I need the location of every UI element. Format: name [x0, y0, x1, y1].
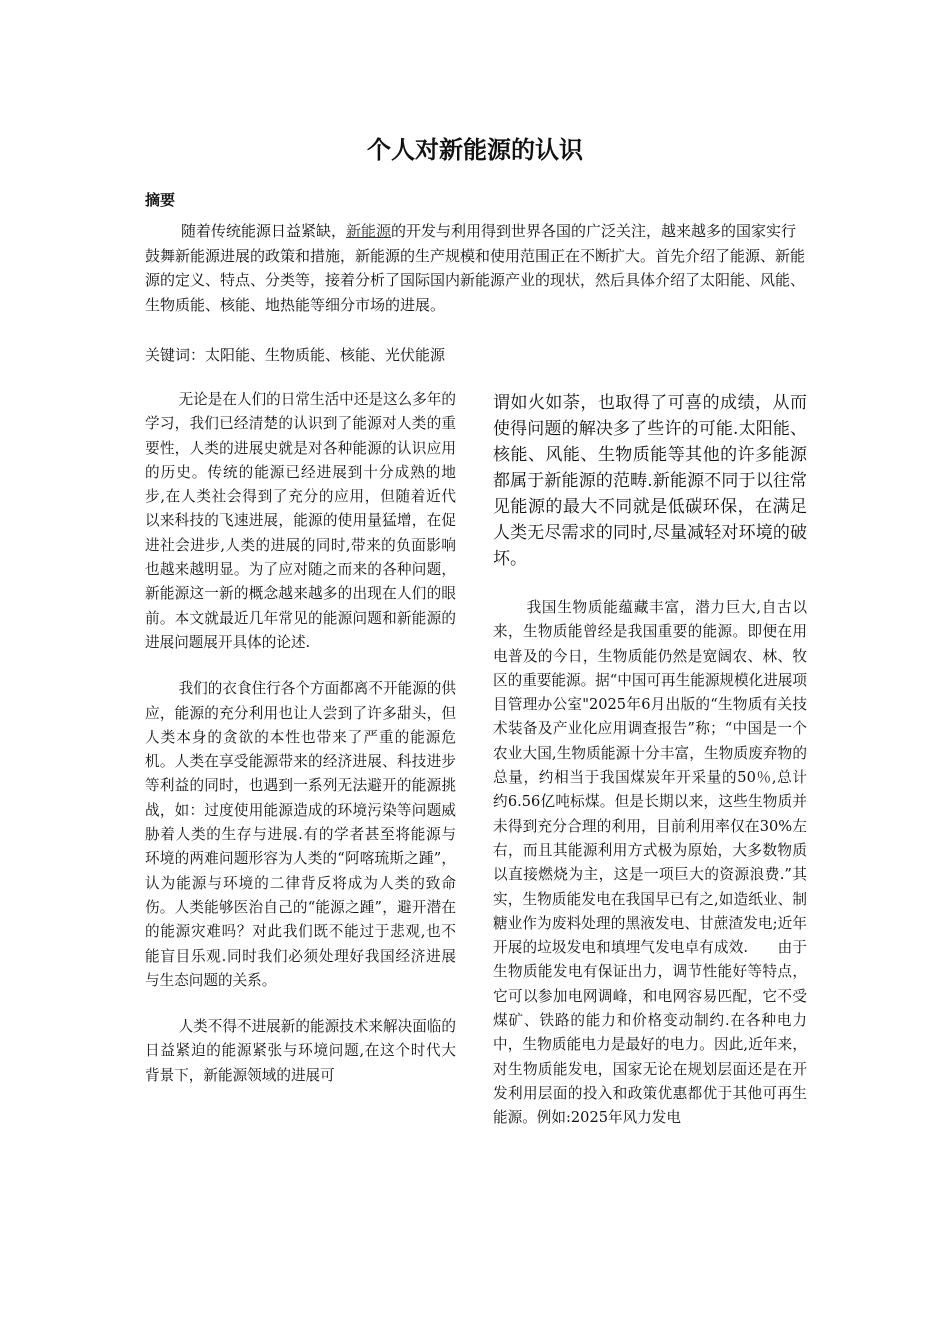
body-paragraph: 谓如火如荼，也取得了可喜的成绩，从而使得问题的解决多了些许的可能.太阳能、核能、风能、生物质能等其他的许多能源都属于新能源的范畴.新能源不同于以往常见能源的最大不同就是低碳环保，在满足人类无尽需求的同时,尽量减轻对环境的破坏。	[493, 393, 807, 569]
left-column	[145, 388, 456, 1110]
abstract-text-start: 随着传统能源日益紧缺，	[181, 222, 347, 240]
keywords-list: 太阳能、生物质能、核能、光伏能源	[205, 346, 446, 364]
body-paragraph: 无论是在人们的日常生活中还是这么多年的学习，我们已经清楚的认识到了能源对人类的重要性，人类的进展史就是对各种能源的认识应用的历史。传统的能源已经进展到十分成熟的地步,在人类社会得到了充分的应用，但随着近代以来科技的飞速进展，能源的使用量猛增，在促进社会进步,人类的进展的同时,带来的负面影响也越来越明显。为了应对随之而来的各种问题，新能源这一新的概念越来越多的出现在人们的眼前。本文就最近几年常见的能源问题和新能源的进展问题展开具体的论述.	[145, 391, 456, 651]
abstract-heading: 摘要	[145, 191, 176, 209]
abstract-text	[145, 219, 807, 317]
right-column	[493, 390, 807, 1153]
keywords-label: 关键词：	[145, 346, 206, 364]
body-paragraph: 我国生物质能蕴藏丰富，潜力巨大,自古以来，生物质能曾经是我国重要的能源。即便在用电普及的今日，生物质能仍然是宽阔农、林、牧区的重要能源。据“中国可再生能源规模化进展项目管理办公室"2025年6月出版的“生物质有关技术装备及产业化应用调查报告”称；“中国是一个农业大国,生物质能源十分丰富，生物质废弃物的总量，约相当于我国煤炭年开采量的50％,总计约6.56亿吨标煤。但是长期以来，这些生物质并未得到充分合理的利用，目前利用率仅在30%左右，而且其能源利用方式极为原始，大多数物质以直接燃烧为主，这是一项巨大的资源浪费.”其实，生物质能发电在我国早已有之,如造纸业、制糖业作为废料处理的黑液发电、甘蔗渣发电;近年开展的垃圾发电和填埋气发电卓有成效. 由于生物质能发电有保证出力，调节性能好等特点，它可以参加电网调峰，和电网容易匹配，它不受煤矿、铁路的能力和价格变动制约.在各种电力中，生物质能电力是最好的电力。因此,近年来，对生物质能发电，国家无论在规划层面还是在开发利用层面的投入和政策优惠都优于其他可再生能源。例如:2025年风力发电	[493, 599, 807, 1127]
new-energy-link[interactable]: 新能源	[346, 222, 392, 240]
body-paragraph: 我们的衣食住行各个方面都离不开能源的供应，能源的充分利用也让人尝到了许多甜头，但人类本身的贪欲的本性也带来了严重的能源危机。人类在享受能源带来的经济进展、科技进步等利益的同时，也遇到一系列无法避开的能源挑战，如：过度使用能源造成的环境污染等问题威胁着人类的生存与进展.有的学者甚至将能源与环境的两难问题形容为人类的“阿喀琉斯之踵”，认为能源与环境的二律背反将成为人类的致命伤。人类能够医治自己的“能源之踵”，避开潜在的能源灾难吗？对此我们既不能过于悲观,也不能盲目乐观.同时我们必须处理好我国经济进展与生态问题的关系。	[145, 680, 456, 989]
abstract-text-rest: 的开发与利用得到世界各国的广泛关注，越来越多的国家实行鼓舞新能源进展的政策和措施，新能源的生产规模和使用范围正在不断扩大。首先介绍了能源、新能源的定义、特点、分类等，接着分析了国际国内新能源产业的现状，然后具体介绍了太阳能、风能、生物质能、核能、地热能等细分市场的进展。	[145, 222, 806, 314]
body-paragraph: 人类不得不进展新的能源技术来解决面临的日益紧迫的能源紧张与环境问题,在这个时代大背景下，新能源领域的进展可	[145, 1018, 456, 1084]
document-title: 个人对新能源的认识	[367, 136, 583, 164]
keywords-line	[145, 343, 807, 367]
